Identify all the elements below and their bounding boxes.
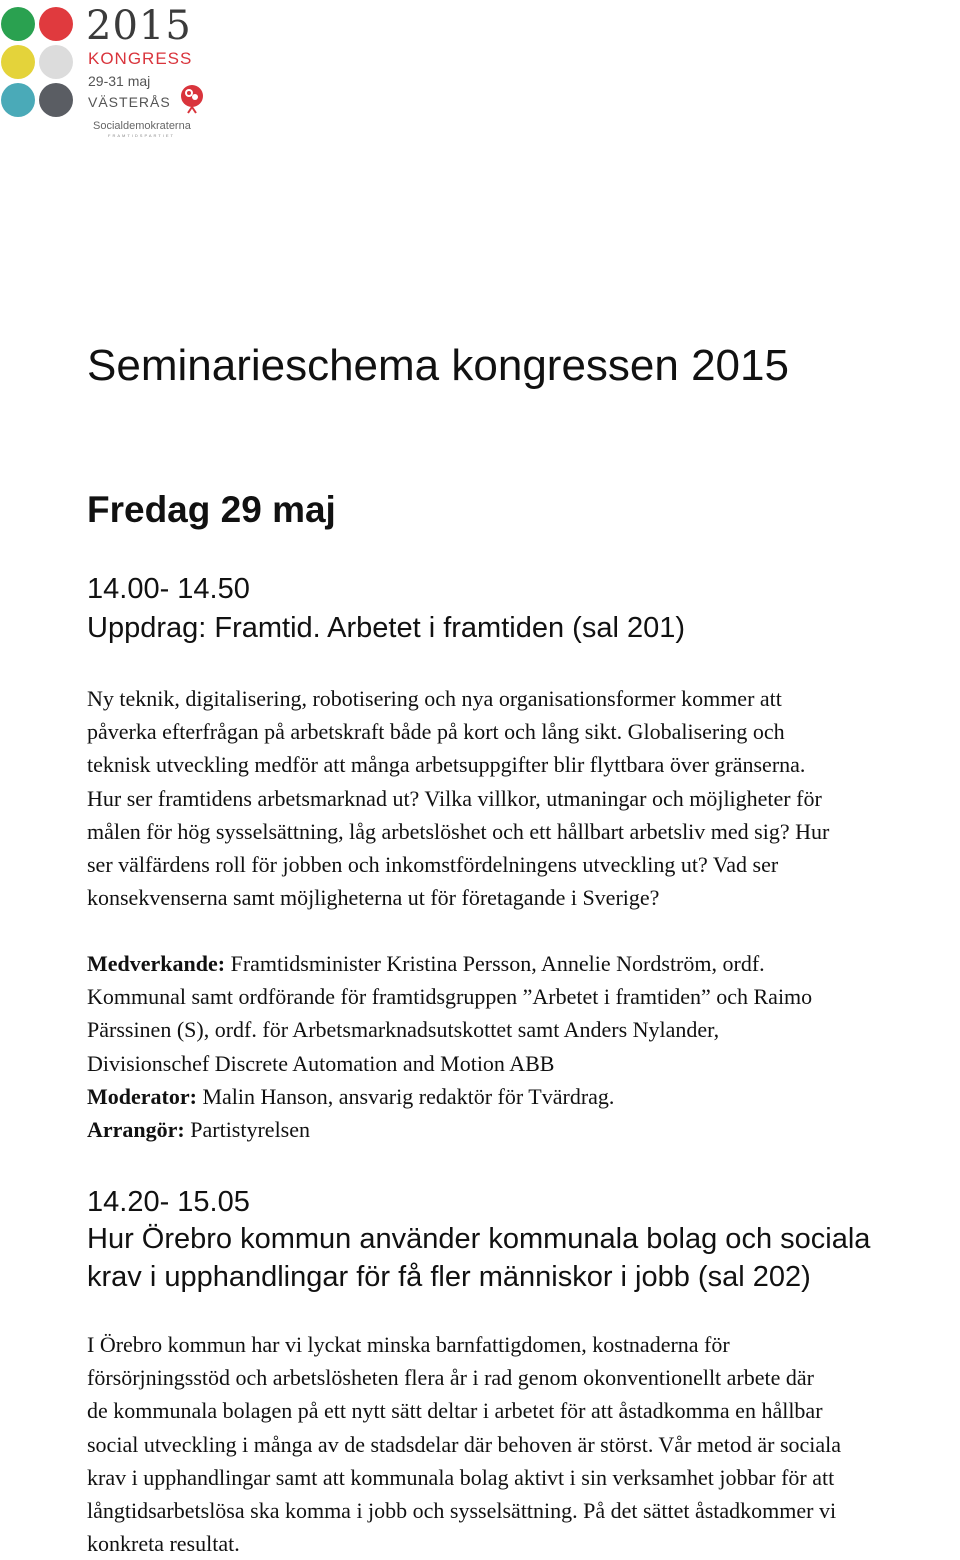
description-line: I Örebro kommun har vi lyckat minska barnfattigdomen, kostnaderna för bbox=[87, 1332, 730, 1357]
logo-dot-light-gray bbox=[39, 45, 73, 79]
session-title: Uppdrag: Framtid. Arbetet i framtiden (sal 201) bbox=[87, 612, 685, 644]
description-line: de kommunala bolagen på ett nytt sätt deltar i arbetet för att åstadkomma en hållbar bbox=[87, 1398, 823, 1424]
participants-line: Divisionschef Discrete Automation and Motion ABB bbox=[87, 1050, 555, 1076]
description-line: försörjningsstöd och arbetslösheten flera år i rad genom okonventionellt arbete där bbox=[87, 1365, 814, 1391]
session-description bbox=[87, 1328, 959, 1560]
description-line: konkreta resultat. bbox=[87, 1531, 240, 1557]
logo-dates: 29-31 maj bbox=[88, 73, 151, 89]
description-line: påverka efterfrågan på arbetskraft både på kort och lång sikt. Globalisering och bbox=[87, 719, 785, 745]
description-line: Hur ser framtidens arbetsmarknad ut? Vilka villkor, utmaningar och möjligheter för bbox=[87, 785, 822, 811]
logo-dot-dark-gray bbox=[39, 83, 73, 117]
organizer-label: Arrangör: bbox=[87, 1117, 185, 1143]
logo-party: Socialdemokraterna bbox=[93, 120, 191, 132]
logo-event: KONGRESS bbox=[88, 49, 193, 68]
logo-city: VÄSTERÅS bbox=[88, 94, 171, 110]
description-line: teknisk utveckling medför att många arbetsuppgifter blir flyttbara över gränserna. bbox=[87, 752, 806, 778]
description-line: krav i upphandlingar samt att kommunala bolag aktivt i sin verksamhet jobbar för att bbox=[87, 1464, 835, 1490]
session-title-line: krav i upphandlingar för få fler människor i jobb (sal 202) bbox=[87, 1261, 811, 1293]
session-participants bbox=[87, 947, 959, 1146]
moderator-label: Moderator: bbox=[87, 1083, 197, 1109]
session-title-line: Hur Örebro kommun använder kommunala bolag och sociala bbox=[87, 1223, 871, 1255]
logo-tagline: FRAMTIDSPARTIET bbox=[108, 133, 175, 138]
session-description bbox=[87, 682, 959, 914]
description-line: konsekvenserna samt möjligheterna ut för företagande i Sverige? bbox=[87, 885, 660, 911]
description-line: social utveckling i många av de stadsdelar där behoven är störst. Vår metod är sociala bbox=[87, 1431, 842, 1457]
logo-dot-green bbox=[1, 7, 35, 41]
logo-dot-teal bbox=[1, 83, 35, 117]
organizer-value: Partistyrelsen bbox=[190, 1117, 311, 1143]
participants-line: Kommunal samt ordförande för framtidsgruppen ”Arbetet i framtiden” och Raimo bbox=[87, 984, 813, 1010]
session-title bbox=[87, 1220, 957, 1296]
logo-dot-red bbox=[39, 7, 73, 41]
participants-line: Pärssinen (S), ordf. för Arbetsmarknadsutskottet samt Anders Nylander, bbox=[87, 1017, 720, 1043]
page-title: Seminarieschema kongressen 2015 bbox=[87, 341, 789, 390]
logo-year: 2015 bbox=[86, 3, 192, 49]
session-time: 14.00- 14.50 bbox=[87, 573, 250, 605]
description-line: Ny teknik, digitalisering, robotisering och nya organisationsformer kommer att bbox=[87, 686, 782, 711]
description-line: målen för hög sysselsättning, låg arbetslöshet och ett hållbart arbetsliv med sig? Hur bbox=[87, 818, 830, 844]
description-line: ser välfärdens roll för jobben och inkomstfördelningens utveckling ut? Vad ser bbox=[87, 852, 779, 878]
description-line: långtidsarbetslösa ska komma i jobb och sysselsättning. På det sättet åstadkommer vi bbox=[87, 1498, 837, 1524]
day-heading: Fredag 29 maj bbox=[87, 489, 336, 530]
participants-line: Framtidsminister Kristina Persson, Annelie Nordström, ordf. bbox=[230, 951, 765, 976]
moderator-value: Malin Hanson, ansvarig redaktör för Tvärdrag. bbox=[202, 1083, 615, 1109]
rose-icon bbox=[176, 82, 208, 114]
congress-logo bbox=[0, 0, 230, 150]
participants-label: Medverkande: bbox=[87, 951, 226, 976]
logo-dot-yellow bbox=[1, 45, 35, 79]
session-time: 14.20- 15.05 bbox=[87, 1186, 250, 1218]
